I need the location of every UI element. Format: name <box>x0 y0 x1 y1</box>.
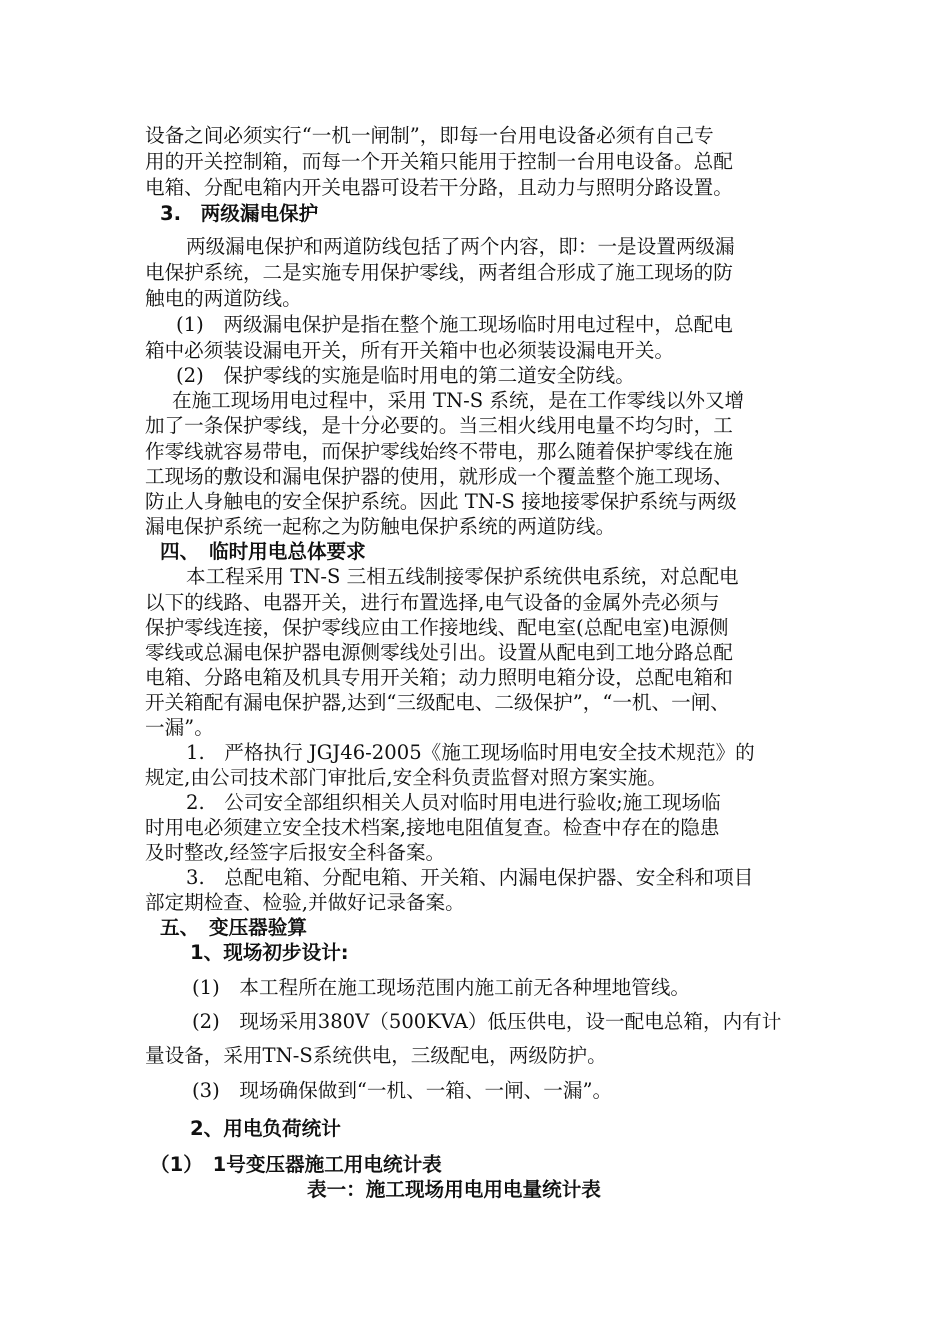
text-line: 加了一条保护零线，是十分必要的。当三相火线用电量不均匀时，工 <box>145 414 733 437</box>
text-line: (1) 本工程所在施工现场范围内施工前无各种埋地管线。 <box>192 976 691 999</box>
text-line: 作零线就容易带电，而保护零线始终不带电，那么随着保护零线在施 <box>145 440 733 463</box>
text-line: (1) 两级漏电保护是指在整个施工现场临时用电过程中，总配电 <box>176 313 733 336</box>
text-line: 触电的两道防线。 <box>145 287 302 310</box>
text-line: (3) 现场确保做到“一机、一箱、一闸、一漏”。 <box>192 1079 613 1102</box>
text-line: 一漏”。 <box>145 716 214 739</box>
text-line: 规定,由公司技术部门审批后,安全科负责监督对照方案实施。 <box>145 766 667 789</box>
text-line: 箱中必须装设漏电开关，所有开关箱中也必须装设漏电开关。 <box>145 339 675 362</box>
text-line: 2. 公司安全部组织相关人员对临时用电进行验收;施工现场临 <box>186 791 721 814</box>
subsection-heading: （1） 1号变压器施工用电统计表 <box>150 1153 442 1176</box>
text-line: 防止人身触电的安全保护系统。因此 TN-S 接地接零保护系统与两级 <box>145 490 737 513</box>
text-line: 用的开关控制箱，而每一个开关箱只能用于控制一台用电设备。总配 <box>145 150 733 173</box>
text-line: 及时整改,经签字后报安全科备案。 <box>145 841 446 864</box>
text-line: 以下的线路、电器开关，进行布置选择,电气设备的金属外壳必须与 <box>145 591 720 614</box>
text-line: 时用电必须建立安全技术档案,接地电阻值复查。检查中存在的隐患 <box>145 816 720 839</box>
text-line: (2) 现场采用380V（500KVA）低压供电，设一配电总箱，内有计 <box>192 1010 782 1033</box>
text-line: 开关箱配有漏电保护器,达到“三级配电、二级保护”，“一机、一闸、 <box>145 691 730 714</box>
text-line: 量设备，采用TN-S系统供电，三级配电，两级防护。 <box>145 1044 607 1067</box>
text-line: 部定期检查、检验,并做好记录备案。 <box>145 891 465 914</box>
text-line: 保护零线连接，保护零线应由工作接地线、配电室(总配电室)电源侧 <box>145 616 729 639</box>
text-line: 电箱、分路电箱及机具专用开关箱；动力照明电箱分设，总配电箱和 <box>145 666 733 689</box>
text-line: 工现场的敷设和漏电保护器的使用，就形成一个覆盖整个施工现场、 <box>145 465 733 488</box>
section-heading: 四、 临时用电总体要求 <box>160 540 366 563</box>
text-line: (2) 保护零线的实施是临时用电的第二道安全防线。 <box>176 364 635 387</box>
subsection-heading: 1、现场初步设计: <box>190 941 349 964</box>
text-line: 在施工现场用电过程中，采用 TN-S 系统，是在工作零线以外又增 <box>172 389 745 412</box>
table-caption: 表一：施工现场用电用电量统计表 <box>307 1178 601 1201</box>
section-heading: 五、 变压器验算 <box>160 916 307 939</box>
text-line: 1. 严格执行 JGJ46-2005《施工现场临时用电安全技术规范》的 <box>186 741 755 764</box>
text-line: 零线或总漏电保护器电源侧零线处引出。设置从配电到工地分路总配 <box>145 641 733 664</box>
text-line: 本工程采用 TN-S 三相五线制接零保护系统供电系统，对总配电 <box>186 565 739 588</box>
text-line: 3. 总配电箱、分配电箱、开关箱、内漏电保护器、安全科和项目 <box>186 866 754 889</box>
text-line: 两级漏电保护和两道防线包括了两个内容，即：一是设置两级漏 <box>186 235 735 258</box>
text-line: 电箱、分配电箱内开关电器可设若干分路，且动力与照明分路设置。 <box>145 176 733 199</box>
text-line: 漏电保护系统一起称之为防触电保护系统的两道防线。 <box>145 515 616 538</box>
section-heading: 3. 两级漏电保护 <box>160 202 319 225</box>
text-line: 设备之间必须实行“一机一闸制”，即每一台用电设备必须有自己专 <box>145 124 714 147</box>
text-line: 电保护系统，二是实施专用保护零线，两者组合形成了施工现场的防 <box>145 261 733 284</box>
subsection-heading: 2、用电负荷统计 <box>190 1117 341 1140</box>
